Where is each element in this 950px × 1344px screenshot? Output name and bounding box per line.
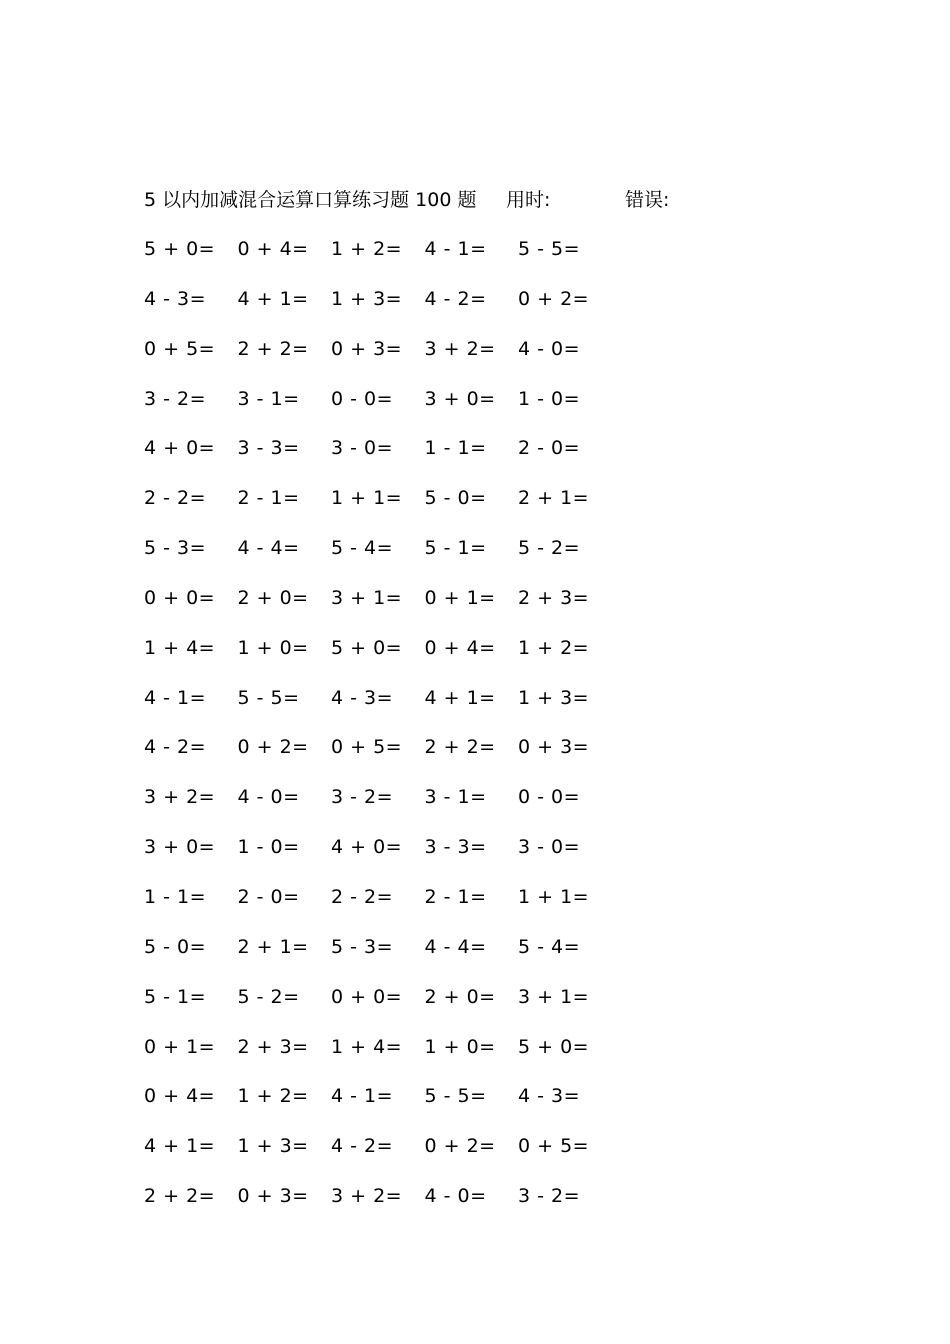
- problem-item: 0 + 1=: [144, 1035, 216, 1058]
- problem-item: 4 - 0=: [518, 337, 581, 360]
- problem-item: 4 - 4=: [237, 537, 300, 560]
- problem-item: 3 + 2=: [424, 337, 496, 360]
- problem-item: 2 - 1=: [237, 487, 300, 510]
- problem-item: 2 + 2=: [424, 736, 496, 759]
- problem-item: 1 + 0=: [237, 636, 309, 659]
- problem-item: 1 - 0=: [237, 836, 300, 859]
- problem-item: 2 - 0=: [237, 885, 300, 908]
- problem-item: 3 - 3=: [237, 437, 300, 460]
- problem-item: 2 - 2=: [144, 487, 207, 510]
- problem-item: 0 + 3=: [237, 1185, 309, 1208]
- problem-item: 4 - 1=: [331, 1085, 394, 1108]
- problem-item: 5 - 1=: [424, 537, 487, 560]
- problem-item: 5 - 0=: [144, 935, 207, 958]
- problem-item: 4 - 2=: [331, 1135, 394, 1158]
- problem-item: 2 + 3=: [237, 1035, 309, 1058]
- problem-item: 3 + 1=: [518, 985, 590, 1008]
- problem-item: 4 - 0=: [237, 786, 300, 809]
- problem-item: 1 - 1=: [424, 437, 487, 460]
- problem-item: 0 + 2=: [518, 287, 590, 310]
- problem-item: 1 + 1=: [331, 487, 403, 510]
- problem-item: 5 - 2=: [237, 985, 300, 1008]
- problem-item: 0 + 3=: [518, 736, 590, 759]
- problem-item: 0 + 2=: [424, 1135, 496, 1158]
- problem-item: 1 + 2=: [331, 238, 403, 260]
- problem-item: 0 + 4=: [144, 1085, 216, 1108]
- problem-item: 3 + 0=: [424, 387, 496, 410]
- problem-item: 5 + 0=: [331, 636, 403, 659]
- problem-item: 2 + 3=: [518, 586, 590, 609]
- problem-item: 3 + 1=: [331, 586, 403, 609]
- problem-item: 5 - 4=: [518, 935, 581, 958]
- problem-item: 0 + 0=: [144, 586, 216, 609]
- problem-item: 0 + 0=: [331, 985, 403, 1008]
- problem-item: 1 + 4=: [331, 1035, 403, 1058]
- problem-item: 4 + 0=: [331, 836, 403, 859]
- problem-item: 4 - 3=: [518, 1085, 581, 1108]
- problem-item: 4 + 1=: [237, 287, 309, 310]
- problem-item: 0 + 4=: [424, 636, 496, 659]
- error-count-label: 错误:: [625, 189, 670, 211]
- problem-item: 0 + 5=: [331, 736, 403, 759]
- problem-item: 4 - 2=: [424, 287, 487, 310]
- problem-item: 3 - 0=: [331, 437, 394, 460]
- problem-item: 0 + 5=: [144, 337, 216, 360]
- problem-item: 5 - 3=: [144, 537, 207, 560]
- problem-item: 4 - 0=: [424, 1185, 487, 1208]
- problem-item: 5 - 2=: [518, 537, 581, 560]
- problem-item: 2 + 0=: [237, 586, 309, 609]
- problem-item: 5 - 1=: [144, 985, 207, 1008]
- time-used-label: 用时:: [506, 189, 551, 211]
- problem-item: 2 + 1=: [237, 935, 309, 958]
- problem-item: 0 + 1=: [424, 586, 496, 609]
- problem-item: 3 + 2=: [331, 1185, 403, 1208]
- problem-item: 4 - 1=: [424, 238, 487, 260]
- problem-grid: [144, 235, 644, 1232]
- problem-item: 3 - 3=: [424, 836, 487, 859]
- problem-item: 4 + 1=: [144, 1135, 216, 1158]
- problem-item: 1 + 1=: [518, 885, 590, 908]
- problem-item: 5 - 5=: [237, 686, 300, 709]
- problem-item: 3 - 0=: [518, 836, 581, 859]
- problem-item: 4 - 1=: [144, 686, 207, 709]
- problem-item: 5 - 5=: [518, 238, 581, 260]
- problem-item: 0 - 0=: [518, 786, 581, 809]
- problem-item: 3 - 2=: [331, 786, 394, 809]
- problem-item: 3 - 2=: [518, 1185, 581, 1208]
- problem-item: 5 - 5=: [424, 1085, 487, 1108]
- problem-item: 2 - 2=: [331, 885, 394, 908]
- problem-item: 0 + 4=: [237, 238, 309, 260]
- problem-item: 5 + 0=: [144, 238, 216, 260]
- problem-item: 0 + 2=: [237, 736, 309, 759]
- problem-item: 0 - 0=: [331, 387, 394, 410]
- worksheet-header: [144, 186, 844, 214]
- problem-item: 5 - 3=: [331, 935, 394, 958]
- problem-item: 4 - 3=: [331, 686, 394, 709]
- problem-item: 3 - 1=: [424, 786, 487, 809]
- problem-item: 0 + 3=: [331, 337, 403, 360]
- problem-item: 1 + 2=: [518, 636, 590, 659]
- problem-item: 2 - 0=: [518, 437, 581, 460]
- problem-item: 5 + 0=: [518, 1035, 590, 1058]
- problem-item: 4 - 3=: [144, 287, 207, 310]
- problem-item: 2 + 0=: [424, 985, 496, 1008]
- problem-item: 3 + 2=: [144, 786, 216, 809]
- problem-item: 3 - 2=: [144, 387, 207, 410]
- problem-item: 3 + 0=: [144, 836, 216, 859]
- problem-item: 2 - 1=: [424, 885, 487, 908]
- problem-item: 4 - 2=: [144, 736, 207, 759]
- problem-item: 1 + 2=: [237, 1085, 309, 1108]
- problem-item: 5 - 4=: [331, 537, 394, 560]
- problem-item: 1 + 3=: [518, 686, 590, 709]
- problem-item: 0 + 5=: [518, 1135, 590, 1158]
- problem-item: 4 + 0=: [144, 437, 216, 460]
- problem-item: 2 + 2=: [237, 337, 309, 360]
- problem-item: 1 + 0=: [424, 1035, 496, 1058]
- problem-item: 2 + 2=: [144, 1185, 216, 1208]
- problem-item: 1 + 3=: [237, 1135, 309, 1158]
- problem-item: 4 - 4=: [424, 935, 487, 958]
- problem-item: 2 + 1=: [518, 487, 590, 510]
- worksheet-title: 5 以内加减混合运算口算练习题 100 题: [144, 189, 477, 211]
- problem-item: 1 + 4=: [144, 636, 216, 659]
- problem-item: 4 + 1=: [424, 686, 496, 709]
- problem-item: 3 - 1=: [237, 387, 300, 410]
- problem-item: 1 - 0=: [518, 387, 581, 410]
- problem-item: 1 + 3=: [331, 287, 403, 310]
- problem-item: 5 - 0=: [424, 487, 487, 510]
- problem-item: 1 - 1=: [144, 885, 207, 908]
